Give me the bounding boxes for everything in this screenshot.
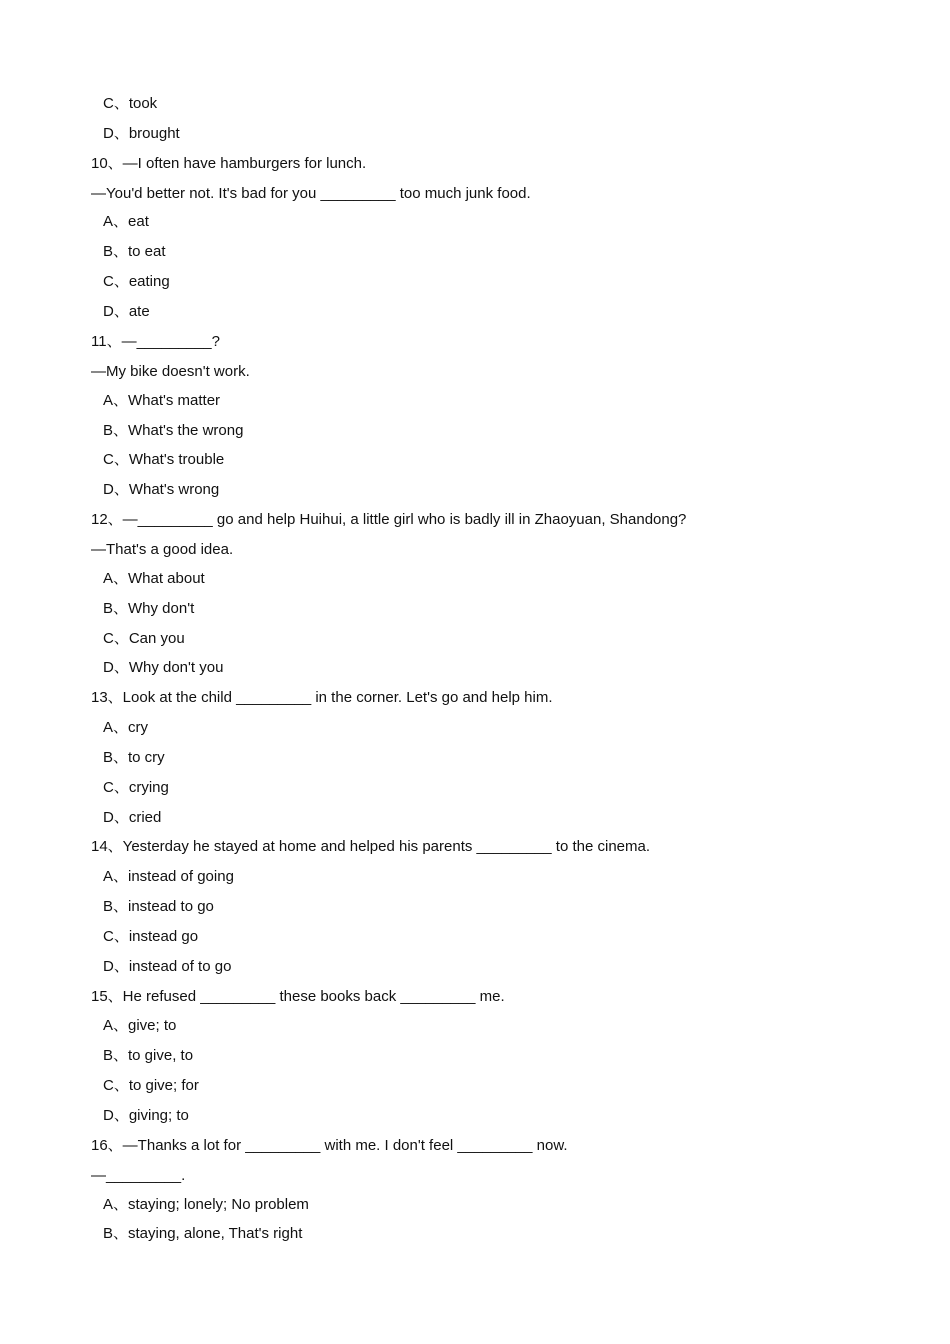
question-text: —My bike doesn't work. [91,363,250,380]
answer-option: D、instead of to go [103,958,232,975]
answer-option: C、to give; for [103,1077,199,1094]
answer-option: A、give; to [103,1017,177,1034]
answer-option: B、staying, alone, That's right [103,1225,303,1242]
question-text: 15、He refused _________ these books back _________ me. [91,988,505,1005]
answer-option: C、Can you [103,630,185,647]
answer-option: A、instead of going [103,868,234,885]
answer-option: B、instead to go [103,898,214,915]
answer-option: A、cry [103,719,149,736]
question-text: —_________. [91,1167,186,1184]
answer-option: B、Why don't [103,600,195,617]
question-text: 12、—_________ go and help Huihui, a little girl who is badly ill in Zhaoyuan, Shandong? [91,511,687,528]
answer-option: D、Why don't you [103,659,224,676]
answer-option: A、staying; lonely; No problem [103,1196,309,1213]
question-text: 10、—I often have hamburgers for lunch. [91,155,367,172]
answer-option: D、brought [103,125,180,142]
answer-option: D、What's wrong [103,481,220,498]
answer-option: B、to cry [103,749,165,766]
answer-option: B、to give, to [103,1047,194,1064]
answer-option: B、to eat [103,243,166,260]
answer-option: C、crying [103,779,169,796]
answer-option: A、What's matter [103,392,221,409]
answer-option: A、eat [103,213,149,230]
answer-option: C、instead go [103,928,199,945]
question-text: —You'd better not. It's bad for you _________ too much junk food. [91,185,531,202]
question-text: 13、Look at the child _________ in the corner. Let's go and help him. [91,689,553,706]
answer-option: C、eating [103,273,170,290]
question-text: 14、Yesterday he stayed at home and helped his parents _________ to the cinema. [91,838,651,855]
question-text: —That's a good idea. [91,541,234,558]
answer-option: B、What's the wrong [103,422,244,439]
answer-option: C、took [103,95,158,112]
question-text: 11、—_________? [91,333,220,350]
answer-option: D、giving; to [103,1107,189,1124]
answer-option: C、What's trouble [103,451,225,468]
answer-option: A、What about [103,570,205,587]
answer-option: D、ate [103,303,150,320]
answer-option: D、cried [103,809,162,826]
question-text: 16、—Thanks a lot for _________ with me. I don't feel _________ now. [91,1137,568,1154]
